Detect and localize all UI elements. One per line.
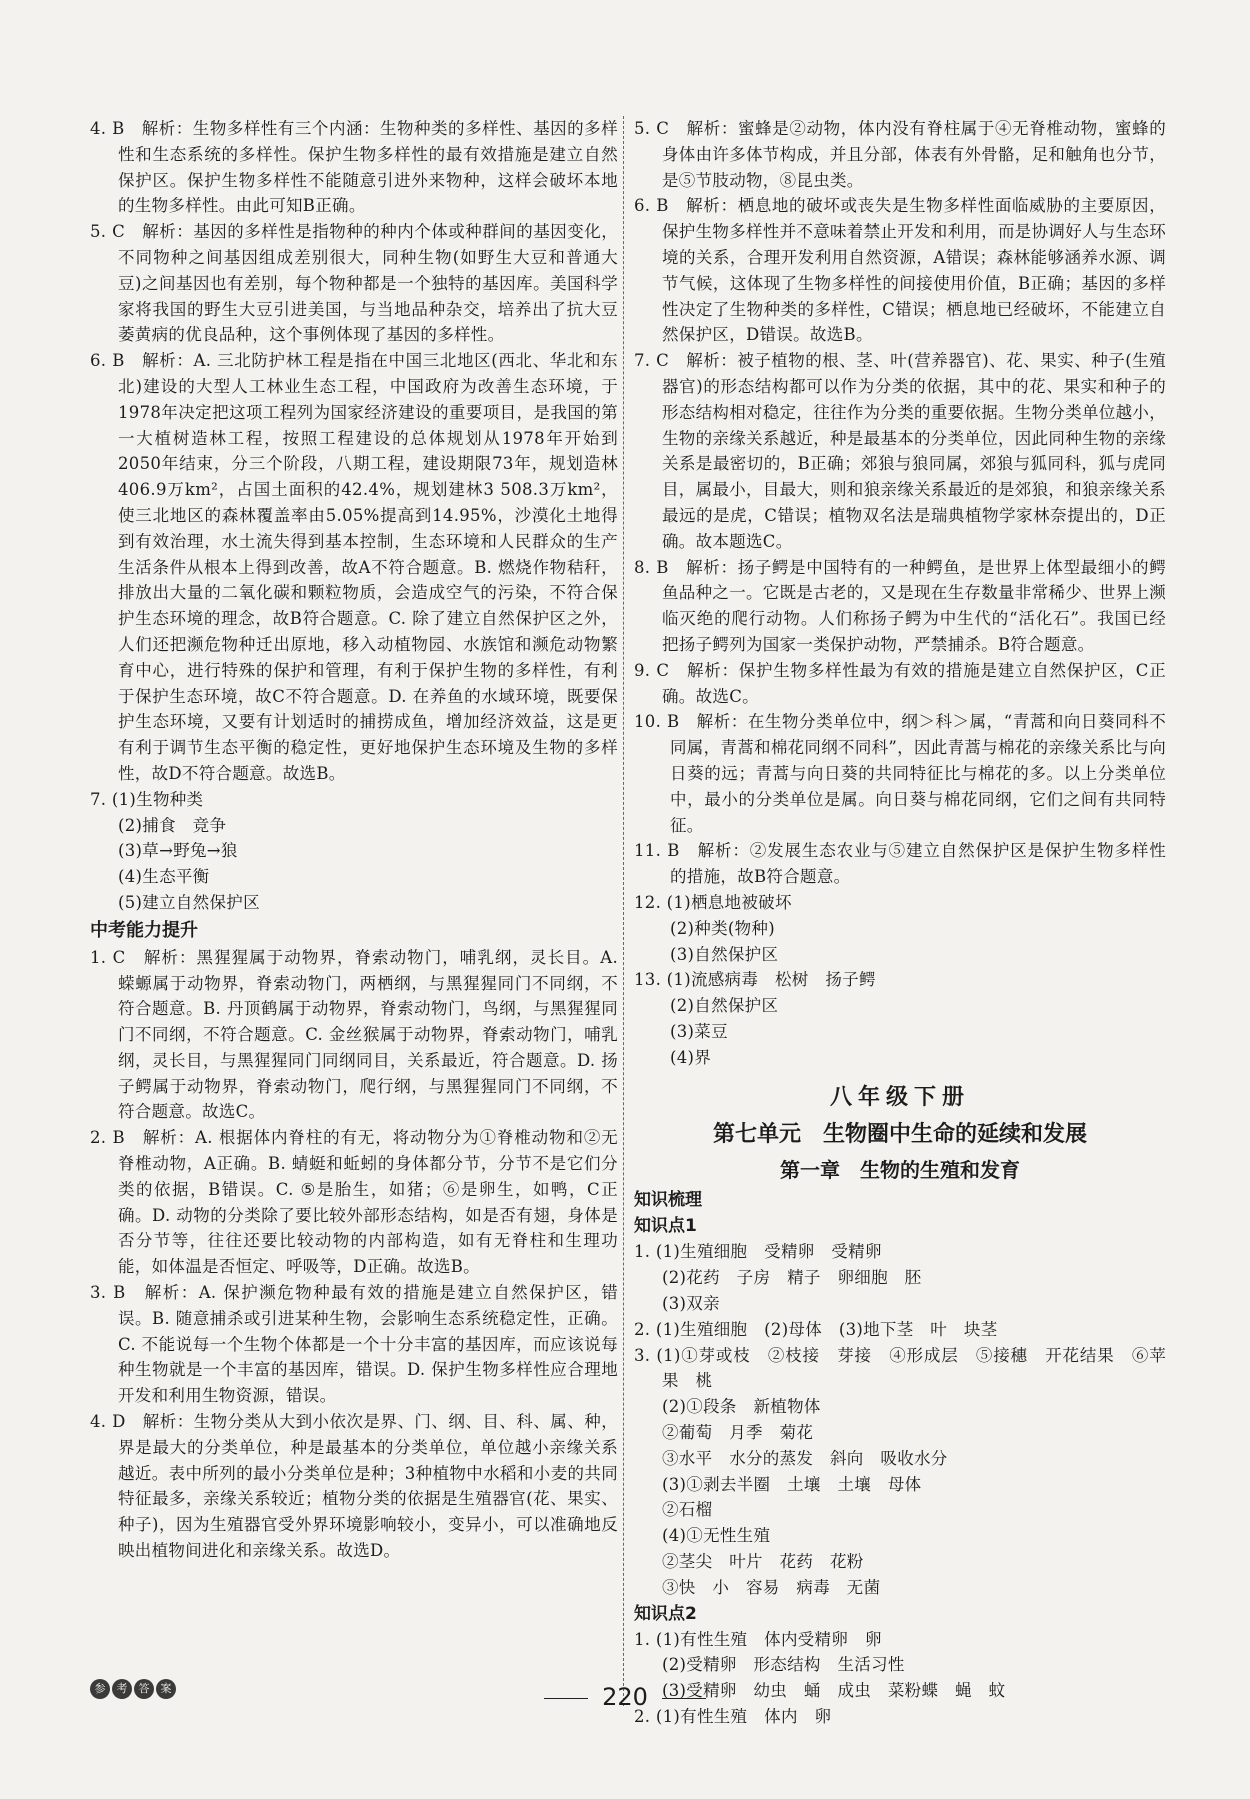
kp1-line: (3)双亲 bbox=[662, 1294, 720, 1314]
answer-7-line: (4)生态平衡 bbox=[118, 867, 210, 887]
answer-13-line: (2)自然保护区 bbox=[670, 996, 779, 1016]
kp1-line: (3)①剥去半圈 土壤 土壤 母体 bbox=[662, 1474, 922, 1494]
answer-7-line: (5)建立自然保护区 bbox=[118, 892, 260, 912]
badge-char: 参 bbox=[90, 1679, 110, 1699]
answer-7-right: 7. C 解析：被子植物的根、茎、叶(营养器官)、花、果实、种子(生殖器官)的形态结构都可以作为分类的依据，其中的花、果实和种子的形态结构相对稳定，往往作为分类的重要依据。生物分类单位越小，生物的亲缘关系越近，种是最基本的分类单位，因此同种生物的亲缘关系是最密切的，B正确；郊狼与狼同属，郊狼与狐同科，狐与虎同目，属最小，目最大，则和狼亲缘关系最近的是郊狼，和狼亲缘关系最远的是虎，C错误；植物双名法是瑞典植物学家林奈提出的，D正确。故本题选C。 bbox=[634, 351, 1166, 551]
exam-answer-3: 3. B 解析：A. 保护濒危物种最有效的措施是建立自然保护区，错误。B. 随意捕杀或引进某种生物，会影响生态系统稳定性，正确。C. 不能说每一个生物个体都是一个十分丰富的基因库，而应该说每种生物就是一个丰富的基因库，错误。D. 保护生物多样性应合理地开发和利用生物资源，错误。 bbox=[90, 1283, 618, 1406]
kp1-line: (2)花药 子房 精子 卵细胞 胚 bbox=[662, 1268, 922, 1288]
answer-5-right: 5. C 解析：蜜蜂是②动物，体内没有脊柱属于④无脊椎动物，蜜蜂的身体由许多体节构成，并且分部，体表有外骨骼，足和触角也分节，是⑤节肢动物，⑧昆虫类。 bbox=[634, 119, 1166, 190]
grade-title: 八年级下册 bbox=[829, 1085, 970, 1111]
knowledge-heading: 知识梳理 bbox=[634, 1190, 702, 1211]
badge-char: 答 bbox=[134, 1679, 154, 1699]
exam-answer-4: 4. D 解析：生物分类从大到小依次是界、门、纲、目、科、属、种，界是最大的分类单位，种是最基本的分类单位，单位越小亲缘关系越近。表中所列的最小分类单位是种；3种植物中水稻和小麦的共同特征最多，亲缘关系较近；植物分类的依据是生殖器官(花、果实、种子)，因为生殖器官受外界环境影响较小，变异小，可以准确地反映出植物间进化和亲缘关系。故选D。 bbox=[90, 1412, 618, 1561]
answer-6: 6. B 解析：A. 三北防护林工程是指在中国三北地区(西北、华北和东北)建设的大型人工林业生态工程，中国政府为改善生态环境，于1978年决定把这项工程列为国家经济建设的重要项目，是我国的第一大植树造林工程，按照工程建设的总体规划从1978年开始到2050年结束，分三个阶段，八期工程，建设期限73年，规划造林406.9万km²，占国土面积的42.4%，规划建林3 508.3万km²，使三北地区的森林覆盖率由5.05%提高到14.95%，沙漠化土地得到有效治理，水土流失得到基本控制，生态环境和人民群众的生产生活条件从根本上得到改善，故A不符合题意。B. 燃烧作物秸秆，排放出大量的二氧化碳和颗粒物质，会造成空气的污染，不符合保护生态环境的理念，故B符合题意。C. 除了建立自然保护区之外，人们还把濒危物种迁出原地，移入动植物园、水族馆和濒危动物繁育中心，进行特殊的保护和管理，有利于保护生物的多样性，有利于保护生态环境，故C不符合题意。D. 在养鱼的水域环境，既要保护生态环境，又要有计划适时的捕捞成鱼，增加经济效益，这是更有利于调节生态平衡的稳定性，更好地保护生态环境及生物的多样性，故D不符合题意。故选B。 bbox=[90, 351, 618, 783]
badge-char: 案 bbox=[156, 1679, 176, 1699]
kp1-line: ②茎尖 叶片 花药 花粉 bbox=[662, 1552, 864, 1572]
answer-6-right: 6. B 解析：栖息地的破坏或丧失是生物多样性面临威胁的主要原因，保护生物多样性并不意味着禁止开发和利用，而是协调好人与生态环境的关系，合理开发利用自然资源，A错误；森林能够涵养水源、调节气候，这体现了生物多样性的间接使用价值，B正确；基因的多样性决定了生物种类的多样性，C错误；栖息地已经破坏，不能建立自然保护区，D错误。故选B。 bbox=[634, 196, 1166, 345]
answer-7-line: 7. (1)生物种类 bbox=[90, 789, 204, 809]
exam-answer-1: 1. C 解析：黑猩猩属于动物界，脊索动物门，哺乳纲，灵长目。A. 蝾螈属于动物界，脊索动物门，两栖纲，与黑猩猩同门不同纲，不符合题意。B. 丹顶鹤属于动物界，脊索动物门，鸟纲，与黑猩猩同门不同纲，不符合题意。C. 金丝猴属于动物界，脊索动物门，哺乳纲，灵长目，与黑猩猩同门同纲同目，关系最近，符合题意。D. 扬子鳄属于动物界，脊索动物门，爬行纲，与黑猩猩同门不同纲，不符合题意。故选C。 bbox=[90, 947, 618, 1122]
unit-title: 第七单元 生物圈中生命的延续和发展 bbox=[712, 1122, 1087, 1148]
section-heading: 中考能力提升 bbox=[90, 919, 198, 941]
page-number-block bbox=[500, 1683, 750, 1711]
page-number: 220 bbox=[602, 1683, 648, 1711]
answer-badge bbox=[90, 1679, 176, 1699]
kp1-line: 3. (1)①芽或枝 ②枝接 芽接 ④形成层 ⑤接穗 开花结果 ⑥苹果 桃 bbox=[634, 1345, 1166, 1391]
kp1-line: 2. (1)生殖细胞 (2)母体 (3)地下茎 叶 块茎 bbox=[634, 1319, 998, 1339]
answer-12-line: 12. (1)栖息地被破坏 bbox=[634, 892, 792, 912]
answer-12-line: (3)自然保护区 bbox=[670, 944, 779, 964]
kp1-line: 1. (1)生殖细胞 受精卵 受精卵 bbox=[634, 1242, 882, 1262]
answer-4: 4. B 解析：生物多样性有三个内涵：生物种类的多样性、基因的多样性和生态系统的多样性。保护生物多样性的最有效措施是建立自然保护区。保护生物多样性不能随意引进外来物种，这样会破坏本地的生物多样性。由此可知B正确。 bbox=[90, 119, 618, 216]
right-column bbox=[634, 116, 1166, 1730]
answer-5: 5. C 解析：基因的多样性是指物种的种内个体或种群间的基因变化，不同物种之间基因组成差别很大，同种生物(如野生大豆和普通大豆)之间基因也有差别，每个物种都是一个独特的基因库。美国科学家将我国的野生大豆引进美国，与当地品种杂交，培养出了抗大豆萎黄病的优良品种，这个事例体现了基因的多样性。 bbox=[90, 222, 618, 345]
kp1-line: ②葡萄 月季 菊花 bbox=[662, 1423, 814, 1443]
kp2-line: (2)受精卵 形态结构 生活习性 bbox=[662, 1655, 905, 1675]
kp1-line: ③水平 水分的蒸发 斜向 吸收水分 bbox=[662, 1448, 948, 1468]
chapter-title: 第一章 生物的生殖和发育 bbox=[780, 1158, 1020, 1183]
answer-12-line: (2)种类(物种) bbox=[670, 918, 775, 938]
kp2-line: 1. (1)有性生殖 体内受精卵 卵 bbox=[634, 1629, 882, 1649]
answer-9-right: 9. C 解析：保护生物多样性最为有效的措施是建立自然保护区，C正确。故选C。 bbox=[634, 660, 1166, 706]
left-column bbox=[90, 116, 618, 1564]
kp2-line: 2. (1)有性生殖 体内 卵 bbox=[634, 1707, 832, 1727]
answer-13-line: 13. (1)流感病毒 松树 扬子鳄 bbox=[634, 970, 876, 990]
kp2-line: (3)受精卵 幼虫 蛹 成虫 菜粉蝶 蝇 蚊 bbox=[662, 1681, 1006, 1701]
answer-13-line: (4)界 bbox=[670, 1047, 712, 1067]
dash-left bbox=[544, 1698, 588, 1699]
answer-8-right: 8. B 解析：扬子鳄是中国特有的一种鳄鱼，是世界上体型最细小的鳄鱼品种之一。它既是古老的，又是现在生存数量非常稀少、世界上濒临灭绝的爬行动物。人们称扬子鳄为中生代的“活化石”。我国已经把扬子鳄列为国家一类保护动物，严禁捕杀。B符合题意。 bbox=[634, 557, 1166, 654]
kp1-line: (2)①段条 新植物体 bbox=[662, 1397, 821, 1417]
kp1-line: ③快 小 容易 病毒 无菌 bbox=[662, 1577, 881, 1597]
answer-7-line: (3)草→野兔→狼 bbox=[118, 841, 238, 861]
answer-10-right: 10. B 解析：在生物分类单位中，纲＞科＞属，“青蒿和向日葵同科不同属，青蒿和棉花同纲不同科”，因此青蒿与棉花的亲缘关系比与向日葵的远；青蒿与向日葵的共同特征比与棉花的多。以上分类单位中，最小的分类单位是属。向日葵与棉花同纲，它们之间有共同特征。 bbox=[634, 712, 1166, 835]
dash-right bbox=[662, 1698, 706, 1699]
answer-7-line: (2)捕食 竞争 bbox=[118, 815, 227, 835]
exam-answer-2: 2. B 解析：A. 根据体内脊柱的有无，将动物分为①脊椎动物和②无脊椎动物，A正确。B. 蜻蜓和蚯蚓的身体都分节，分节不是它们分类的依据，B错误。C. ⑤是胎生，如猪；⑥是卵生，如鸭，C正确。D. 动物的分类除了要比较外部形态结构，如是否有翅，身体是否分节等，往往还要比较动物的内部构造，如有无脊柱和生理功能，如体温是否恒定、呼吸等，D正确。故选B。 bbox=[90, 1128, 618, 1277]
column-divider bbox=[623, 116, 624, 1706]
kp1-line: ②石榴 bbox=[662, 1500, 713, 1520]
badge-char: 考 bbox=[112, 1679, 132, 1699]
knowledge-point-2: 知识点2 bbox=[634, 1603, 697, 1624]
answer-11-right: 11. B 解析：②发展生态农业与⑤建立自然保护区是保护生物多样性的措施，故B符合题意。 bbox=[634, 841, 1166, 887]
answer-13-line: (3)菜豆 bbox=[670, 1021, 728, 1041]
knowledge-point-1: 知识点1 bbox=[634, 1216, 697, 1237]
kp1-line: (4)①无性生殖 bbox=[662, 1526, 771, 1546]
